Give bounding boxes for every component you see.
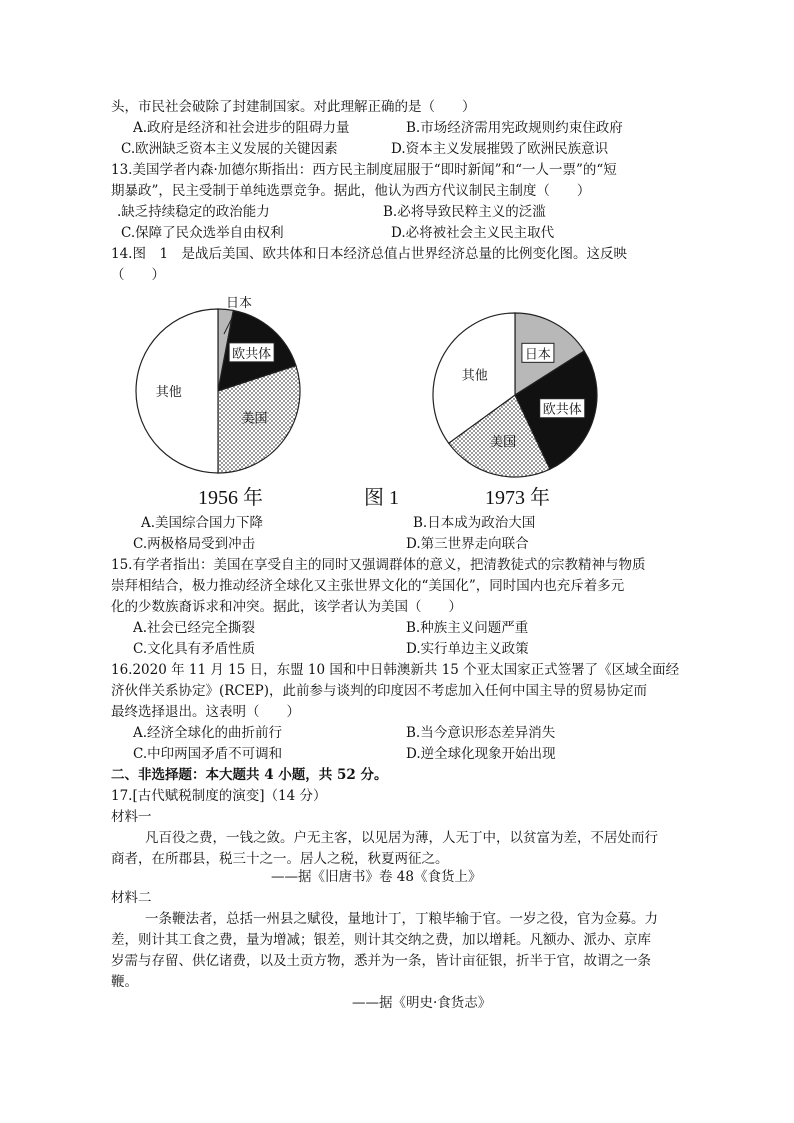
material-2-label: 材料二	[111, 890, 152, 906]
pie-label-ec: 欧共体	[542, 402, 582, 418]
material-1-label: 材料一	[111, 809, 152, 825]
figure-left-year: 1956 年	[198, 487, 263, 509]
pie-label-us: 美国	[241, 411, 268, 427]
material-2-source: ——据《明史·食货志》	[352, 995, 492, 1011]
material-1-source: ——据《旧唐书》卷 48《食货上》	[271, 869, 482, 885]
q15-line-1: 15.有学者指出：美国在享受自主的同时又强调群体的意义，把清教徒式的宗教精神与物质	[111, 557, 646, 573]
pie-label-other: 其他	[461, 368, 488, 384]
q15-line-2: 崇拜相结合，极力推动经济全球化又主张世界文化的“美国化”，同时国内也充斥着多元	[111, 578, 625, 594]
q13-line-2: 期暴政”，民主受制于单纯选票竞争。据此，他认为西方代议制民主制度（ ）	[111, 183, 591, 199]
q16-option-a: A.经济全球化的曲折前行	[133, 725, 283, 741]
material-1-line-2: 商者，在所郡县，税三十之一。居人之税，秋夏两征之。	[111, 851, 449, 867]
q12-option-c: C.欧洲缺乏资本主义发展的关键因素	[121, 141, 338, 157]
q14-option-b: B.日本成为政治大国	[413, 515, 536, 531]
pie-label-japan: 日本	[225, 296, 253, 311]
q15-line-3: 化的少数族裔诉求和冲突。据此，该学者认为美国（ ）	[111, 599, 462, 615]
q13-option-d: D.必将被社会主义民主取代	[391, 225, 555, 241]
section-2-heading: 二、非选择题：本大题共 4 小题，共 52 分。	[111, 767, 388, 783]
pie-label-us: 美国	[490, 435, 517, 451]
pie-label-japan: 日本	[524, 347, 551, 363]
material-2-line-1: 一条鞭法者，总括一州县之赋役，量地计丁，丁粮毕输于官。一岁之役，官为佥募。力	[145, 911, 658, 927]
q16-option-b: B.当今意识形态差异消失	[406, 725, 556, 741]
material-2-line-4: 鞭。	[111, 974, 138, 990]
q16-line-2: 济伙伴关系协定》(RCEP)，此前参与谈判的印度因不考虑加入任何中国主导的贸易协定而	[111, 683, 647, 699]
figure-1	[131, 288, 605, 510]
pie-1973	[433, 313, 597, 477]
q13-line-1: 13.美国学者内森·加德尔斯指出：西方民主制度屈服于“即时新闻”和“一人一票”的“短	[111, 162, 617, 178]
q12-option-b: B.市场经济需用宪政规则约束住政府	[406, 120, 623, 136]
q15-option-a: A.社会已经完全撕裂	[133, 620, 256, 636]
q15-option-b: B.种族主义问题严重	[406, 620, 529, 636]
q15-option-c: C.文化具有矛盾性质	[133, 641, 256, 657]
q13-option-a: .缺乏持续稳定的政治能力	[117, 204, 270, 220]
q12-option-a: A.政府是经济和社会进步的阻碍力量	[133, 120, 350, 136]
q14-line-2: （ ）	[111, 267, 165, 283]
q17-heading: 17.[古代赋税制度的演变]（14 分）	[111, 788, 327, 804]
pie-label-ec: 欧共体	[232, 346, 272, 362]
q16-option-d: D.逆全球化现象开始出现	[406, 746, 556, 762]
material-1-line-1: 凡百役之费，一钱之敛。户无主客，以见居为薄，人无丁中，以贫富为差，不居处而行	[145, 830, 658, 846]
pie-label-other: 其他	[155, 385, 182, 400]
q14-option-c: C.两极格局受到冲击	[133, 536, 256, 552]
q12-option-d: D.资本主义发展摧毁了欧洲民族意识	[391, 141, 609, 157]
q15-option-d: D.实行单边主义政策	[406, 641, 529, 657]
q14-option-a: A.美国综合国力下降	[141, 515, 264, 531]
q16-line-1: 16.2020 年 11 月 15 日，东盟 10 国和中日韩澳新共 15 个亚太国家正式签署了《区域全面经	[111, 662, 680, 678]
q13-option-b: B.必将导致民粹主义的泛滥	[383, 204, 546, 220]
figure-right-year: 1973 年	[485, 487, 550, 509]
pie-charts	[131, 288, 605, 510]
q16-option-c: C.中印两国矛盾不可调和	[133, 746, 283, 762]
q16-line-3: 最终选择退出。这表明（ ）	[111, 704, 300, 720]
q13-option-c: C.保障了民众选举自由权利	[121, 225, 284, 241]
q14-line-1: 14.图 1 是战后美国、欧共体和日本经济总值占世界经济总量的比例变化图。这反映	[111, 246, 628, 262]
q12-continuation: 头，市民社会破除了封建制国家。对此理解正确的是（ ）	[111, 99, 476, 115]
material-2-line-3: 岁需与存留、供亿诸费，以及土贡方物，悉并为一条，皆计亩征银，折半于官，故谓之一条	[111, 953, 651, 969]
pie-1956	[136, 295, 300, 473]
figure-caption: 图 1	[364, 487, 399, 509]
q14-option-d: D.第三世界走向联合	[406, 536, 529, 552]
material-2-line-2: 差，则计其工食之费，量为增减；银差，则计其交纳之费，加以增耗。凡额办、派办、京库	[111, 932, 651, 948]
